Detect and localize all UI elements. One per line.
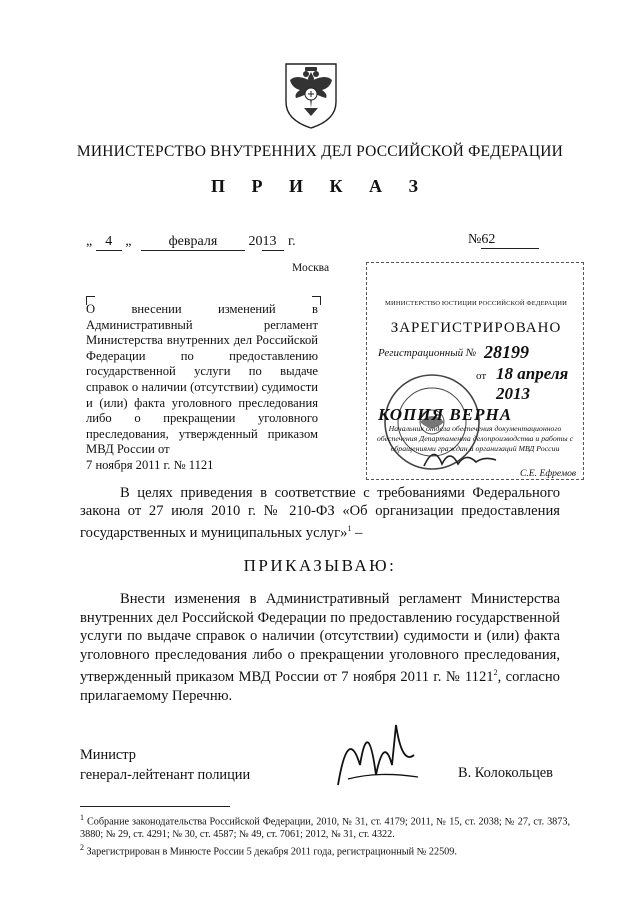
number-value: 62 bbox=[481, 232, 539, 249]
footnote-mark-2: 2 bbox=[80, 843, 84, 853]
document-title: П Р И К А З bbox=[210, 176, 430, 196]
footnote-separator bbox=[80, 806, 230, 807]
handwritten-signature bbox=[318, 705, 438, 795]
copy-stamp-description: Начальник отдела обеспечения документационного обеспечения Департамента делопроизводства и работы с обращениями граждан и организаций МВД России bbox=[376, 424, 574, 453]
copy-stamp-name: С.Е. Ефремов bbox=[520, 468, 577, 479]
main-end: , согласно прилагаемому Перечню. bbox=[80, 669, 560, 704]
preamble-end: – bbox=[351, 524, 363, 541]
subject-block bbox=[86, 302, 318, 474]
preamble-paragraph bbox=[80, 485, 560, 542]
date-year-unit: г. bbox=[287, 234, 296, 249]
date-year-prefix: 20 bbox=[248, 234, 263, 249]
date-close-quote: „ bbox=[125, 234, 132, 249]
ministry-name: МИНИСТЕРСТВО ВНУТРЕННИХ ДЕЛ РОССИЙСКОЙ ФЕДЕРАЦИИ bbox=[76, 143, 564, 160]
footnote-1 bbox=[80, 811, 570, 841]
date-day: 4 bbox=[96, 234, 122, 251]
copy-stamp-title: КОПИЯ ВЕРНА bbox=[378, 405, 513, 424]
main-text: Внести изменения в Административный регламент Министерства внутренних дел Российской Федерации по предоставлению государственной услуги по выдаче справок о наличии (отсутствии) судимости и (или) факта уголовного преследования либо о прекращении уголовного преследования, утвержденный приказом МВД России от 7 ноября 2011 г. № 1121 bbox=[80, 591, 560, 686]
footnote-2-text: Зарегистрирован в Минюсте России 5 декабря 2011 года, регистрационный № 22509. bbox=[86, 846, 457, 858]
position-line-1: Министр bbox=[80, 747, 136, 763]
date-month: февраля bbox=[141, 234, 245, 251]
order-date bbox=[86, 234, 296, 251]
date-year-suffix: 13 bbox=[262, 234, 284, 251]
footnote-1-text: Собрание законодательства Российской Федерации, 2010, № 31, ст. 4179; 2011, № 15, ст. 2038; № 27, ст. 3873, 3880; № 29, ст. 4291; № 30, ст. 4587; № 49, ст. 7061; 2012, № 31, ст. 4322. bbox=[80, 816, 570, 841]
footnote-2 bbox=[80, 841, 570, 858]
signatory-position bbox=[80, 745, 250, 785]
number-sign: № bbox=[468, 232, 482, 247]
stamp-date: 18 апреля 2013 bbox=[496, 364, 569, 403]
stamp-number: 28199 bbox=[484, 342, 529, 362]
subject-text: О внесении изменений в Административный регламент Министерства внутренних дел Российской Федерации по предоставлению государственной услуги по выдаче справок о наличии (отсутствии) судимости и (или) факта уголовного преследования либо о прекращении уголовного преследования, утвержденный приказом МВД России от bbox=[86, 302, 318, 457]
date-open-quote: „ bbox=[86, 234, 93, 249]
orders-heading: ПРИКАЗЫВАЮ: bbox=[243, 556, 397, 575]
preamble-text: В целях приведения в соответствие с требованиями Федерального закона от 27 июля 2010 г. № 210-ФЗ «Об организации предоставления государственных и муниципальных услуг» bbox=[80, 485, 560, 541]
stamp-date-label: от bbox=[476, 370, 487, 382]
stamp-status: ЗАРЕГИСТРИРОВАНО bbox=[390, 320, 562, 336]
position-line-2: генерал-лейтенант полиции bbox=[80, 767, 251, 783]
main-paragraph bbox=[80, 590, 560, 705]
copy-stamp-signature bbox=[420, 440, 500, 474]
order-number bbox=[468, 232, 539, 249]
footnotes bbox=[80, 811, 570, 859]
footnote-ref-1: 1 bbox=[347, 524, 352, 533]
stamp-department: МИНИСТЕРСТВО ЮСТИЦИИ РОССИЙСКОЙ ФЕДЕРАЦИИ bbox=[385, 300, 567, 307]
footnote-mark-1: 1 bbox=[80, 813, 84, 822]
coat-of-arms-emblem bbox=[278, 58, 344, 130]
city: Москва bbox=[292, 262, 330, 274]
signatory-name: В. Колокольцев bbox=[458, 765, 553, 781]
stamp-number-label: Регистрационный № bbox=[378, 347, 477, 359]
footnote-ref-2: 2 bbox=[493, 668, 498, 678]
subject-last-line: 7 ноября 2011 г. № 1121 bbox=[86, 457, 214, 472]
